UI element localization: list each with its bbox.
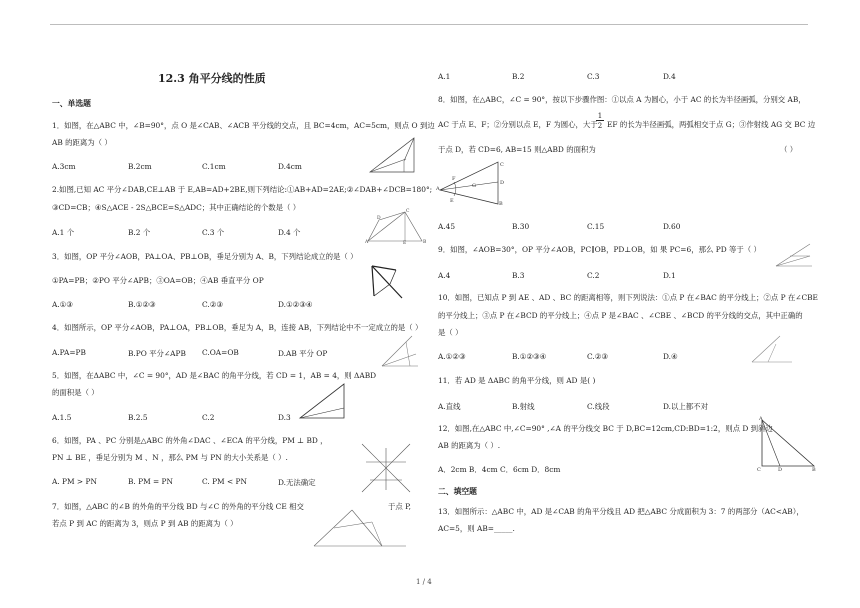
- q11-option-c: C.线段: [587, 402, 610, 411]
- q5-option-c: C.2: [202, 413, 215, 422]
- q3-text-2: ①PA=PB；②PO 平分∠APB；③OA=OB；④AB 垂直平分 OP: [52, 276, 264, 285]
- q2-label-b: B: [423, 240, 427, 245]
- q2-label-c: C: [406, 209, 410, 214]
- q7-text: 7．如图，△ABC 的∠B 的外角的平分线 BD 与∠C 的外角的平分线 CE 相交: [52, 502, 304, 511]
- q9-text: 9．如图，∠AOB=30°，OP 平分∠AOB，PC∥OB，PD⊥OB，如 果 PC=6，那么 PD 等于（ ）: [438, 245, 761, 254]
- q9-option-b: B.3: [512, 271, 525, 280]
- q8-fraction-numerator: 1: [597, 112, 603, 120]
- q3-text: 3．如图，OP 平分∠AOB，PA⊥OA、PB⊥OB，垂足分别为 A、B，下列结论成立的是（ ）: [52, 252, 358, 261]
- q7-text-tail: 于点 P,: [388, 502, 411, 511]
- q1-option-a: A.3cm: [52, 162, 76, 171]
- q6-option-d: D.无法确定: [278, 478, 316, 487]
- q10-option-c: C.②③: [587, 352, 608, 361]
- q5-option-b: B.2.5: [128, 413, 148, 422]
- q9-option-d: D.1: [663, 271, 676, 280]
- q10-option-b: B.①②③④: [512, 352, 547, 361]
- q8-label-e: E: [450, 198, 454, 204]
- q1-text-2: AB 的距离为（ ）: [52, 138, 112, 147]
- q1-text: 1．如图，在△ABC 中，∠B=90°，点 O 是∠CAB、∠ACB 平分线的交点，且 BC=4cm，AC=5cm，则点 O 到边: [52, 121, 435, 130]
- q5-text-2: 的面积是（ ）: [52, 388, 99, 397]
- q13-text-2: AC=5，则 AB=_____.: [438, 524, 515, 533]
- q8-option-b: B.30: [512, 222, 530, 231]
- q6-text: 6．如图，PA 、PC 分别是△ABC 的外角∠DAC 、∠ECA 的平分线，PM ⊥ BD ，: [52, 436, 328, 445]
- q2-option-c: C.3 个: [202, 228, 225, 237]
- q2-text: 2.如图,已知 AC 平分∠DAB,CE⊥AB 于 E,AB=AD+2BE,则下列结论:①AB+AD=2AE;②∠DAB+∠DCB=180°;: [52, 185, 433, 194]
- q8-label-a: A: [436, 186, 440, 192]
- q3-option-c: C.②③: [202, 300, 223, 309]
- q8-text-3: 于点 D，若 CD=6, AB=15 则△ABD 的面积为: [438, 145, 596, 154]
- q10-figure: [748, 332, 794, 370]
- q9-figure: [774, 240, 814, 270]
- q2-figure: [365, 208, 425, 244]
- q6-option-b: B. PM = PN: [128, 477, 174, 486]
- q8-label-d: D: [500, 180, 505, 186]
- q7-text-2: 若点 P 到 AC 的距离为 3，则点 P 到 AB 的距离为（ ）: [52, 519, 238, 528]
- q2-label-e: E: [403, 241, 407, 246]
- page-title: 12.3 角平分线的性质: [158, 72, 266, 85]
- q4-option-c: C.OA=OB: [202, 348, 239, 357]
- q2-text-2: ③CD=CB；④S△ACE - 2S△BCE=S△ADC；其中正确结论的个数是（ ）: [52, 203, 301, 212]
- q8-text-3-answer: （ ）: [780, 145, 798, 154]
- q8-label-g: G: [472, 183, 476, 189]
- q1-option-b: B.2cm: [128, 162, 152, 171]
- q12-text: 12．如图,在△ABC 中,∠C=90° ,∠A 的平分线交 BC 于 D,BC=12cm,CD:BD=1:2，则点 D 到斜边: [438, 424, 773, 433]
- q7-option-a: A.1: [438, 72, 451, 81]
- q10-text: 10．如图，已知点 P 到 AE 、AD 、BC 的距离相等，则下列说法：①点 P 在∠BAC 的平分线上；②点 P 在∠CBE: [438, 293, 818, 302]
- q7-figure: [312, 506, 408, 550]
- q12-options: A．2cm B．4cm C．6cm D．8cm: [438, 465, 561, 474]
- q8-text-2b: EF 的长为半径画弧，两弧相交于点 G；③作射线 AG 交 BC 边: [607, 120, 816, 129]
- q10-option-d: D.④: [663, 352, 678, 361]
- section-heading-fill-blank: 二、填空题: [438, 487, 477, 496]
- q8-option-c: C.15: [587, 222, 605, 231]
- q1-figure: [368, 135, 418, 175]
- header-rule: [50, 24, 808, 25]
- page-number: 1 / 4: [416, 578, 432, 586]
- q7-option-d: D.4: [663, 72, 676, 81]
- q6-figure: [356, 440, 416, 496]
- q4-option-b: B.PO 平分∠APB: [128, 349, 186, 358]
- q8-fraction: [596, 113, 604, 130]
- q8-label-c: C: [500, 162, 504, 168]
- q5-text: 5．如图，在ΔABC 中，∠C = 90°，AD 是∠BAC 的角平分线，若 CD = 1，AB = 4，则 ΔABD: [52, 371, 377, 380]
- q2-option-b: B.2 个: [128, 228, 151, 237]
- q4-figure: [380, 332, 420, 370]
- q9-option-a: A.4: [438, 271, 451, 280]
- q3-option-a: A.①③: [52, 300, 73, 309]
- q11-option-d: D.以上都不对: [663, 402, 708, 411]
- q8-figure: [436, 160, 506, 206]
- q5-option-a: A.1.5: [52, 413, 72, 422]
- q9-option-c: C.2: [587, 271, 600, 280]
- q2-label-a: A: [365, 240, 369, 245]
- q6-text-2: PN ⊥ BE ，垂足分别为 M 、N ，那么 PM 与 PN 的大小关系是（ ）.: [52, 453, 288, 462]
- q1-option-c: C.1cm: [202, 162, 226, 171]
- q11-text: 11．若 AD 是 ΔABC 的角平分线，则 AD 是( ): [438, 376, 596, 385]
- q8-label-b: B: [499, 201, 503, 207]
- q11-option-a: A.直线: [438, 402, 461, 411]
- q3-option-b: B.①②③: [128, 300, 156, 309]
- q4-option-d: D.AB 平分 OP: [278, 349, 328, 358]
- q10-option-a: A.①②③: [438, 352, 466, 361]
- q8-text-2a: AC 于点 E、F；②分别以点 E，F 为圆心，大于: [438, 120, 598, 129]
- q4-text: 4．如图所示，OP 平分∠AOB，PA⊥OA，PB⊥OB，垂足为 A，B，连接 AB，下列结论中不一定成立的是（ ）: [52, 323, 423, 332]
- q12-label-a: A: [759, 416, 763, 422]
- q8-option-a: A.45: [438, 222, 456, 231]
- q3-option-d: D.①②③④: [278, 300, 313, 309]
- q1-option-d: D.4cm: [278, 162, 302, 171]
- q7-option-c: C.3: [587, 72, 600, 81]
- q8-option-d: D.60: [663, 222, 681, 231]
- q6-option-a: A. PM > PN: [52, 477, 97, 486]
- q10-text-3: 是（ ）: [438, 328, 463, 337]
- q8-fraction-denominator: 2: [597, 122, 603, 130]
- q2-option-d: D.4 个: [278, 228, 301, 237]
- q5-figure: [298, 380, 350, 422]
- section-heading-single-choice: 一、单选题: [52, 99, 91, 108]
- q12-figure: [756, 416, 818, 472]
- q12-label-b: B: [812, 467, 816, 473]
- q2-option-a: A.1 个: [52, 228, 75, 237]
- q6-option-c: C. PM < PN: [202, 477, 247, 486]
- q4-option-a: A.PA=PB: [52, 348, 86, 357]
- q12-text-2: AB 的距离为（ ）.: [438, 441, 501, 450]
- q3-figure: [366, 262, 406, 300]
- q13-text: 13．如图所示：△ABC 中，AD 是∠CAB 的角平分线且 AD 把△ABC 分成面积为 3：7 的两部分（AC<AB），: [438, 507, 804, 516]
- q5-option-d: D.3: [278, 413, 291, 422]
- q11-option-b: B.射线: [512, 402, 535, 411]
- q7-option-b: B.2: [512, 72, 525, 81]
- q2-label-d: D: [377, 216, 381, 221]
- q8-text: 8．如图，在△ABC，∠C = 90°，按以下步骤作图：①以点 A 为圆心，小于 AC 的长为半径画弧，分别交 AB，: [438, 95, 806, 104]
- q8-label-f: F: [452, 176, 456, 182]
- q12-label-c: C: [757, 467, 761, 473]
- q10-text-2: 的平分线上；③点 P 在∠BCD 的平分线上；④点 P 是∠BAC 、∠CBE 、∠BCD 的平分线的交点，其中正确的: [438, 311, 803, 320]
- q12-label-d: D: [778, 467, 783, 473]
